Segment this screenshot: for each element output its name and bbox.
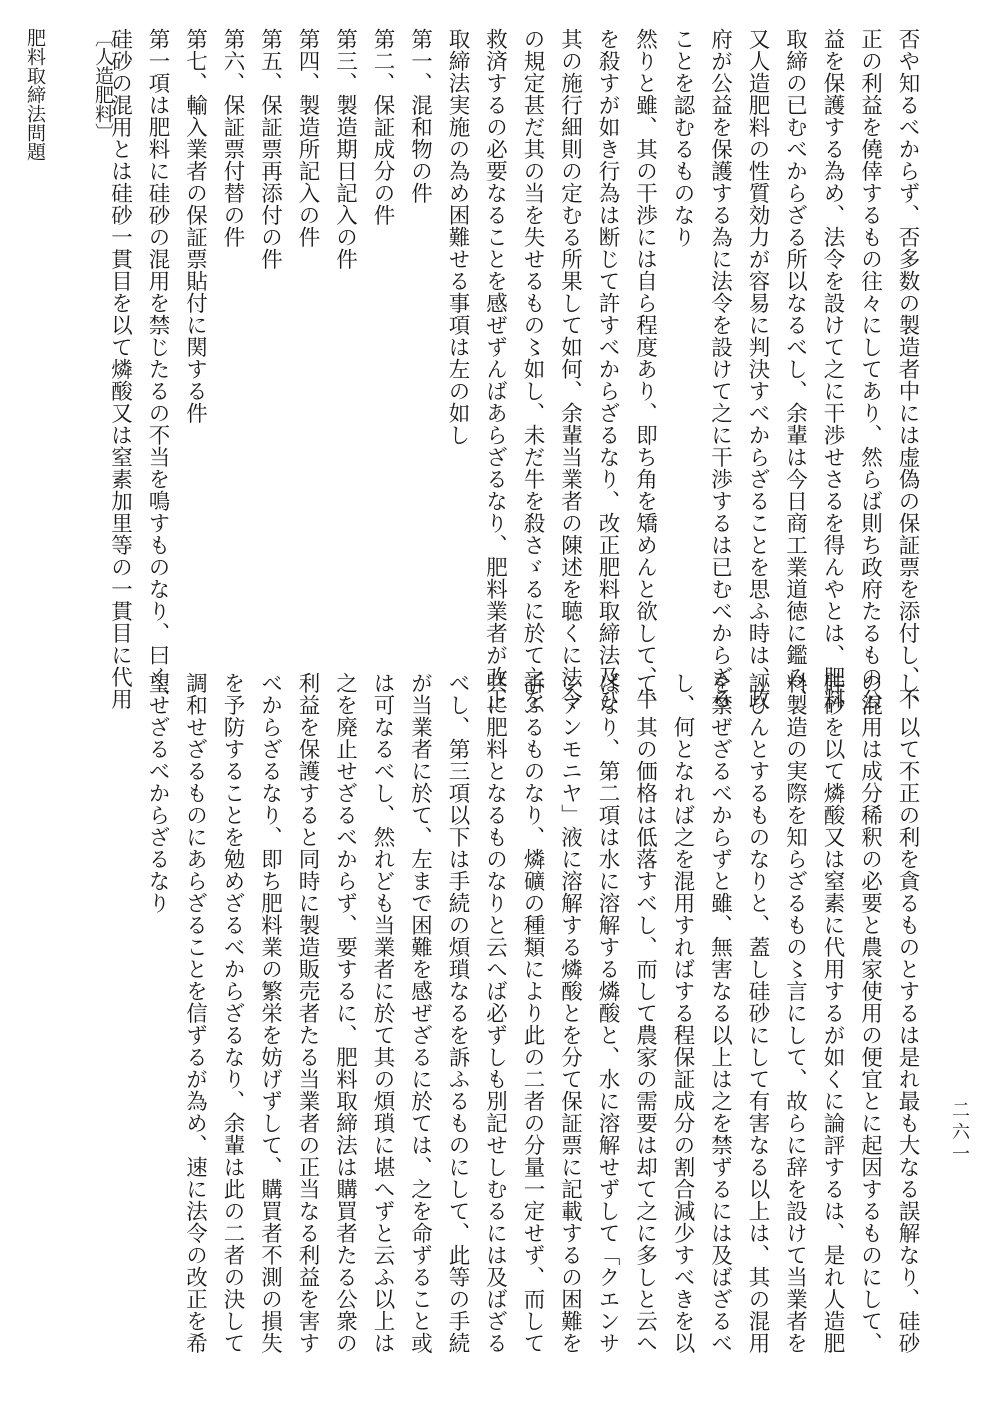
upper-text-block [101, 28, 926, 710]
text-column: し、何となれば之を混用すればする程保証成分の割合減少すべきを以 [670, 672, 695, 1354]
text-column: 利益を保護すると同時に製造販売者たる当業者の正当なる利益を害す [295, 672, 320, 1354]
text-column: 益を保護する為め、法令を設けて之に干渉せさるを得んやとは、肥料 [820, 28, 845, 710]
text-column: の規定甚だ其の当を失せるもの〻如し、未だ牛を殺さゞるに於て之を [520, 28, 545, 710]
text-column: ばなり、第二項は水に溶解する燐酸と、水に溶解せずして「クエンサ [595, 672, 620, 1354]
text-column: 硅砂の混用とは硅砂一貫目を以て燐酸又は窒素加里等の一貫目に代用 [107, 28, 133, 710]
text-column: を予防することを勉めざるべからざるなり、余輩は此の二者の決して [220, 672, 245, 1354]
text-column: 正の利益を僥倖するもの往々にしてあり、然らば則ち政府たるもの公 [857, 28, 883, 710]
text-column: ンアンモニヤ」液に溶解する燐酸とを分て保証票に記載するの困難を [557, 672, 583, 1354]
list-item: 第四、製造所記入の件 [295, 28, 320, 248]
list-item: 第七、輸入業者の保証票貼付に関する件 [182, 28, 208, 424]
text-column: を殺すが如き行為は断じて許すべからざるなり、改正肥料取締法及び [595, 28, 620, 710]
text-column: 訴ふるものなり、燐礦の種類により此の二者の分量一定せず、而して [520, 672, 545, 1354]
text-column: の混用は成分稀釈の必要と農家使用の便宜とに起因するものにして、 [857, 672, 883, 1354]
running-header [24, 28, 120, 628]
list-item: 第二、保証成分の件 [370, 28, 395, 226]
header-category: 〔人造肥料〕 肥料取締法問題 [0, 28, 120, 628]
text-column: べからざるなり、即ち肥料業の繁栄を妨げずして、購買者不測の損失 [257, 672, 283, 1354]
text-column: て、其の価格は低落すべし、而して農家の需要は却て之に多しと云へ [632, 672, 658, 1354]
text-column: を禁ぜざるべからずと雖、無害なる以上は之を禁ずるには及ばざるべ [707, 672, 733, 1354]
text-column: 之を廃止せざるべからず、要するに、肥料取締法は購買者たる公衆の [332, 672, 358, 1354]
text-column: 誣ひんとするものなりと、蓋し硅砂にして有害なる以上は、其の混用 [745, 672, 770, 1354]
text-column: が当業者に於て、左まで困難を感ぜざるに於ては、之を命ずること或 [407, 672, 433, 1354]
text-column: 共に肥料となるものなりと云へば必ずしも別記せしむるには及ばざる [482, 672, 508, 1354]
text-column: 又人造肥料の性質効力が容易に判決すべからざることを思ふ時は、政 [745, 28, 770, 710]
text-column: 救済するの必要なることを感ぜずんばあらざるなり、肥料業者が改正 [482, 28, 508, 710]
text-column: 望せざるべからざるなり [145, 672, 170, 914]
text-column: 其の施行細則の定むる所果して如何、余輩当業者の陳述を聴くに法令 [557, 28, 583, 710]
text-column: べし、第三項以下は手続の煩瑣なるを訴ふるものにして、此等の手続 [445, 672, 470, 1354]
text-column: 府が公益を保護する為に法令を設けて之に干渉するは已むべからざる [707, 28, 733, 710]
list-item: 第六、保証票付替の件 [220, 28, 245, 248]
list-item: 第一、混和物の件 [407, 28, 433, 204]
text-column: し、以て不正の利を貪るものとするは是れ最も大なる誤解なり、硅砂 [895, 672, 920, 1354]
list-item: 第三、製造期日記入の件 [332, 28, 358, 270]
header-title: 肥料取締法問題 [24, 28, 46, 161]
text-column: 然りと雖、其の干渉には自ら程度あり、即ち角を矯めんと欲して、牛 [632, 28, 658, 710]
text-column: 取締法実施の為め困難せる事項は左の如し [445, 28, 470, 446]
lower-text-block [139, 672, 927, 1354]
text-column: 取締の已むべからざる所以なるべし、余輩は今日商工業道徳に鑑み、 [782, 28, 808, 710]
text-column: 硅砂を以て燐酸又は窒素に代用するが如くに論評するは、是れ人造肥 [820, 672, 845, 1354]
page-number: 二六一 [949, 1100, 970, 1166]
text-column: は可なるべし、然れども当業者に於て其の煩瑣に堪へずと云ふ以上は [370, 672, 395, 1354]
text-column: 料製造の実際を知らざるもの〻言にして、故らに辞を設けて当業者を [782, 672, 808, 1354]
list-item: 第五、保証票再添付の件 [257, 28, 283, 270]
text-column: 否や知るべからず、否多数の製造者中には虚偽の保証票を添付し、不 [895, 28, 920, 710]
text-column: 第一項は肥料に硅砂の混用を禁じたるの不当を鳴すものなり、曰く、 [145, 28, 170, 710]
text-column: ことを認むるものなり [670, 28, 695, 248]
text-column: 調和せざるものにあらざることを信ずるが為め、速に法令の改正を希 [182, 672, 208, 1354]
